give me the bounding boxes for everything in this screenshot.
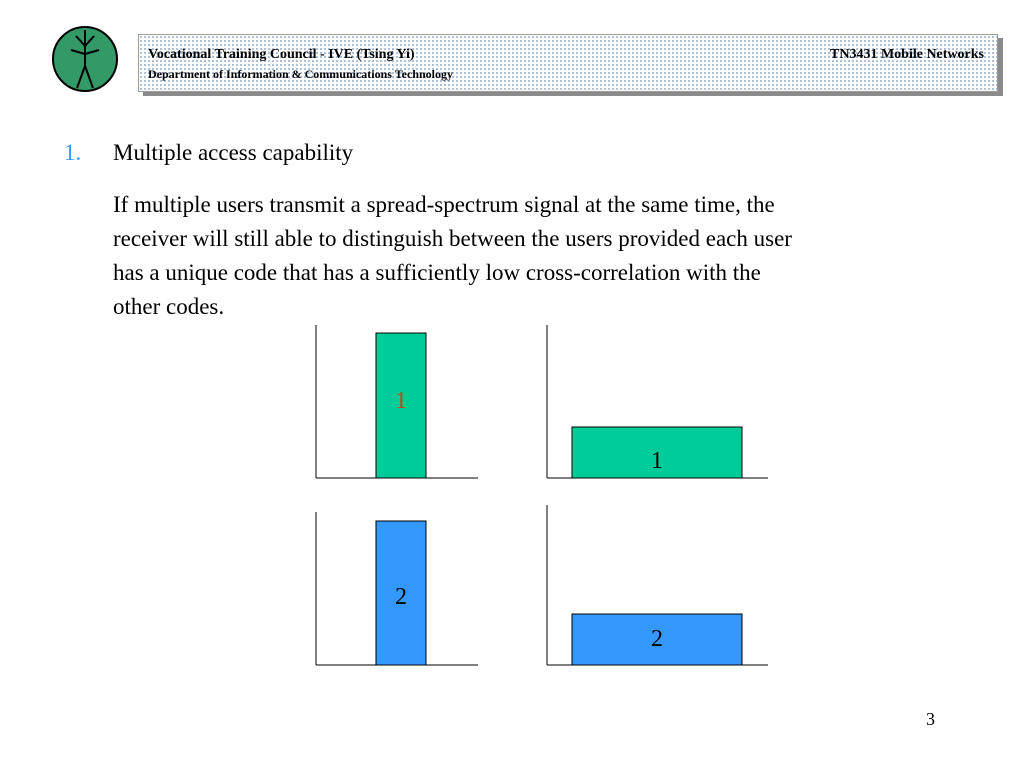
paragraph-line: other codes. xyxy=(113,294,225,319)
paragraph-line: receiver will still able to distinguish between the users provided each user xyxy=(113,226,792,251)
item-paragraph xyxy=(113,188,973,324)
vtc-logo xyxy=(51,26,119,92)
user1-spread-label: 1 xyxy=(651,448,663,474)
list-number: 1. xyxy=(64,140,82,165)
user1-narrowband-panel xyxy=(316,325,478,478)
page-number: 3 xyxy=(926,709,935,729)
paragraph-line: If multiple users transmit a spread-spectrum signal at the same time, the xyxy=(113,192,775,217)
paragraph-line: has a unique code that has a sufficiently low cross-correlation with the xyxy=(113,260,761,285)
department-name: Department of Information & Communications Technology xyxy=(148,67,453,81)
item-heading: Multiple access capability xyxy=(113,140,354,165)
course-title: TN3431 Mobile Networks xyxy=(830,47,984,62)
spread-spectrum-diagram xyxy=(300,318,790,678)
user2-narrowband-panel xyxy=(316,512,478,665)
user2-narrowband-label: 2 xyxy=(395,584,407,610)
user1-narrowband-label: 1 xyxy=(395,388,407,414)
organization-name: Vocational Training Council - IVE (Tsing Yi) xyxy=(148,47,415,62)
user2-spread-label: 2 xyxy=(651,626,663,652)
header-banner xyxy=(138,34,998,92)
user2-spread-panel xyxy=(547,505,768,665)
user1-spread-panel xyxy=(547,325,768,478)
